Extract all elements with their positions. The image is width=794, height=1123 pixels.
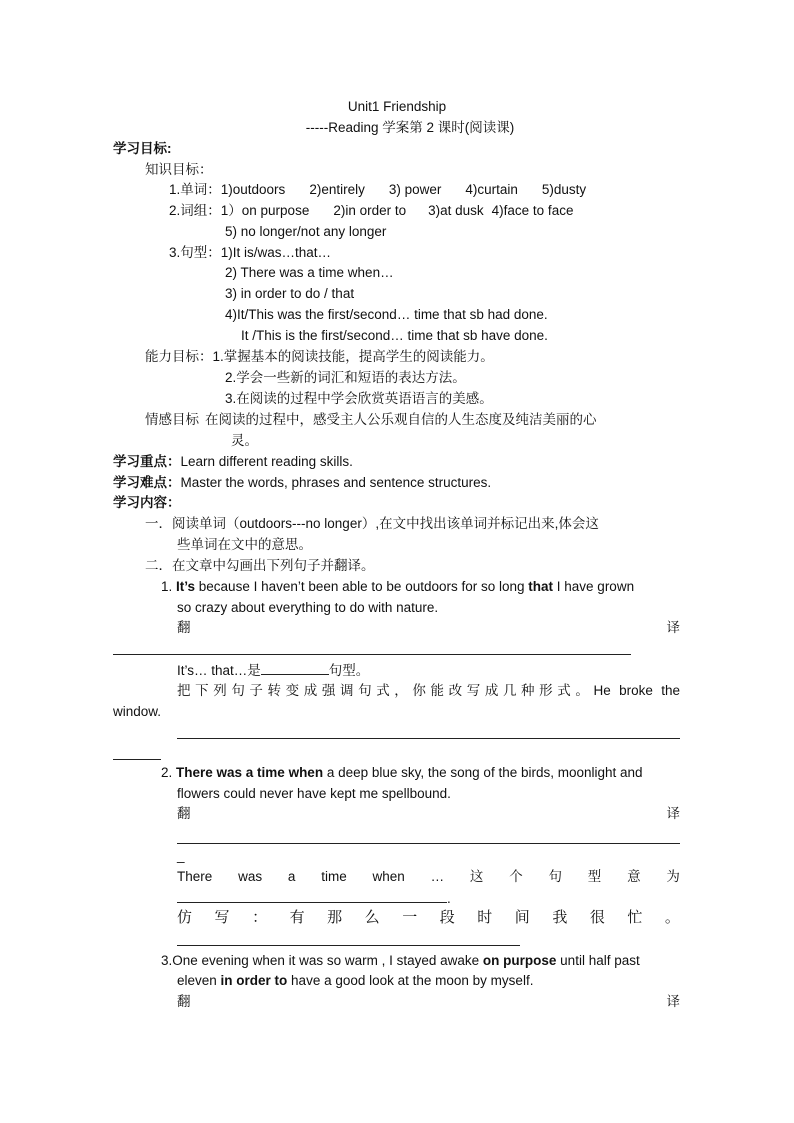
vocab-item: 4)curtain xyxy=(465,182,518,197)
vocab-row xyxy=(169,180,586,200)
sentence-2: 2. There was a time when a deep blue sky, the song of the birds, moonlight and xyxy=(161,765,643,780)
vocab-item: 2)entirely xyxy=(309,182,365,197)
part1-text: 一．阅读单词（outdoors---no longer）,在文中找出该单词并标记出来,体会这 xyxy=(145,516,599,531)
difficulty-label: 学习难点： xyxy=(113,475,181,490)
pattern-item: 1)It is/was…that… xyxy=(220,245,332,260)
key-point-text: Learn different reading skills. xyxy=(180,454,353,469)
sentence-1-cont: so crazy about everything to do with nature. xyxy=(177,600,439,615)
translate-label: 翻 译 xyxy=(177,994,680,1009)
fill-blank[interactable] xyxy=(261,660,329,675)
sentence-2-cont: flowers could never have kept me spellbound. xyxy=(177,786,451,801)
phrase-item: 5) no longer/not any longer xyxy=(225,224,387,239)
objectives-heading: 学习目标: xyxy=(113,141,172,156)
pattern-item: 3) in order to do / that xyxy=(225,286,355,301)
phrase-item: 3)at dusk xyxy=(428,203,484,218)
translate-label: 翻 译 xyxy=(177,806,680,821)
difficulty-text: Master the words, phrases and sentence structures. xyxy=(180,475,492,490)
phrase-item: 1）on purpose xyxy=(220,203,310,218)
knowledge-heading: 知识目标： xyxy=(145,162,213,177)
answer-line[interactable] xyxy=(177,843,680,844)
vocab-item: 5)dusty xyxy=(541,182,587,197)
sentence-3: 3.One evening when it was so warm , I stayed awake on purpose until half past xyxy=(161,953,640,968)
emotion-text: 灵。 xyxy=(231,433,258,448)
answer-line[interactable] xyxy=(113,654,631,655)
phrases-label: 2.词组： xyxy=(169,203,221,218)
ability-item: 3.在阅读的过程中学会欣赏英语语言的美感。 xyxy=(225,391,493,406)
pattern-meaning-row: There was a time when … 这 个 句 型 意 为 xyxy=(177,869,680,884)
phrase-item: 4)face to face xyxy=(491,203,574,218)
document-title: Unit1 Friendship xyxy=(347,99,447,114)
fill-blank[interactable] xyxy=(177,888,447,903)
pattern-item: 4)It/This was the first/second… time that sb had done. xyxy=(225,307,548,322)
rewrite-instruction: 把下列句子转变成强调句式，你能改写成几种形式。He broke the xyxy=(177,683,680,698)
rewrite-instruction-cont: window. xyxy=(113,704,162,719)
key-point-row xyxy=(113,452,353,472)
pattern-item: It /This is the first/second… time that sb have done. xyxy=(241,328,548,343)
key-point-label: 学习重点： xyxy=(113,454,181,469)
answer-underscore: _ xyxy=(177,848,185,863)
emotion-row xyxy=(145,410,597,430)
pattern-fill: It’s… that…是 句型。 xyxy=(177,660,369,681)
patterns-label: 3.句型： xyxy=(169,245,221,260)
vocab-item: 3) power xyxy=(388,182,442,197)
answer-line[interactable] xyxy=(177,945,520,946)
vocab-label: 1.单词： xyxy=(169,182,221,197)
pattern-item: 2) There was a time when… xyxy=(225,265,394,280)
difficulty-row xyxy=(113,473,491,493)
document-subtitle: -----Reading 学案第 2 课时(阅读课) xyxy=(305,120,515,135)
translate-label: 翻 译 xyxy=(177,620,680,635)
emotion-heading: 情感目标 xyxy=(145,412,199,427)
part1-text: 些单词在文中的意思。 xyxy=(177,537,312,552)
ability-item: 2.学会一些新的词汇和短语的表达方法。 xyxy=(225,370,466,385)
ability-item: 1.掌握基本的阅读技能，提高学生的阅读能力。 xyxy=(212,349,494,364)
part2-text: 二．在文章中勾画出下列句子并翻译。 xyxy=(145,558,375,573)
emotion-text: 在阅读的过程中，感受主人公乐观自信的人生态度及纯洁美丽的心 xyxy=(205,412,597,427)
answer-line[interactable] xyxy=(113,759,161,760)
ability-row xyxy=(145,347,494,367)
content-heading: 学习内容： xyxy=(113,495,181,510)
sentence-3-cont: eleven in order to have a good look at the moon by myself. xyxy=(177,973,534,988)
pattern-meaning-fill: . xyxy=(177,888,451,909)
answer-line[interactable] xyxy=(177,738,680,739)
sentence-1: 1. It’s because I haven’t been able to be outdoors for so long that I have grown xyxy=(161,579,635,594)
ability-heading: 能力目标： xyxy=(145,349,213,364)
patterns-row xyxy=(169,243,331,263)
phrases-row xyxy=(169,201,573,221)
vocab-item: 1)outdoors xyxy=(220,182,286,197)
imitate-row: 仿 写 ： 有 那 么 一 段 时 间 我 很 忙 。 xyxy=(177,909,680,926)
phrase-item: 2)in order to xyxy=(333,203,407,218)
